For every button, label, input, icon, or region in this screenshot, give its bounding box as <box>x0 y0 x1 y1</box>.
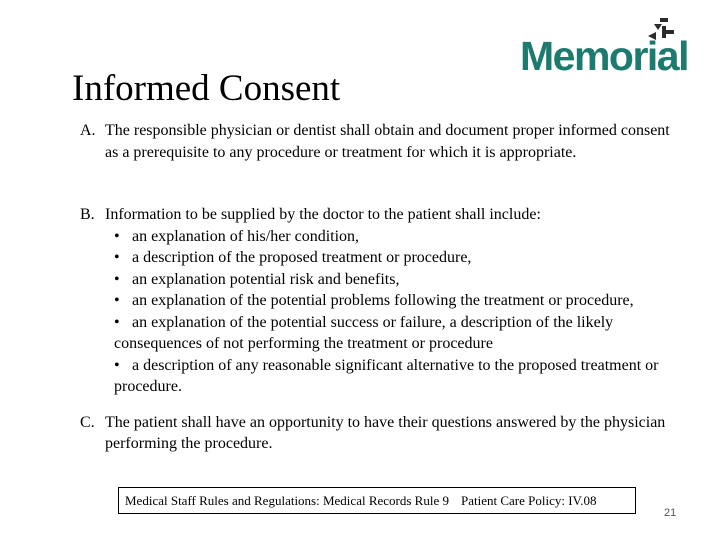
bullet-text: an explanation of the potential success or failure, a description of the likely consequences of not performing the treatment or procedure <box>114 313 614 352</box>
section-b-bullet-list <box>80 226 670 398</box>
bullet-text: an explanation of the potential problems following the treatment or procedure, <box>132 292 634 309</box>
bullet-icon: • <box>114 292 120 309</box>
logo-wordmark: Memorial <box>520 33 688 79</box>
bullet-text: a description of the proposed treatment or procedure, <box>132 249 472 266</box>
section-a-marker: A. <box>80 122 96 139</box>
list-item <box>114 269 670 291</box>
section-b-marker: B. <box>80 206 95 223</box>
section-a <box>80 120 670 190</box>
list-item <box>114 312 670 355</box>
bullet-icon: • <box>114 270 120 288</box>
medical-staff-rules-reference: Medical Staff Rules and Regulations: Medical Records Rule 9 <box>125 493 449 508</box>
list-item <box>114 355 670 398</box>
bullet-text: an explanation of his/her condition, <box>132 227 360 245</box>
section-c-text: The patient shall have an opportunity to have their questions answered by the physician performing the procedure. <box>105 413 666 452</box>
list-item <box>114 290 670 312</box>
slide-body <box>80 120 670 455</box>
list-item <box>114 247 670 269</box>
section-c-marker: C. <box>80 413 95 431</box>
memorial-logo <box>520 14 692 78</box>
section-b-text: Information to be supplied by the doctor to the patient shall include: <box>105 206 541 223</box>
patient-care-policy-reference: Patient Care Policy: IV.08 <box>460 493 597 508</box>
bullet-text: an explanation potential risk and benefits, <box>132 270 400 288</box>
bullet-icon: • <box>114 313 120 331</box>
section-c <box>80 412 670 455</box>
section-b <box>80 204 670 398</box>
bullet-icon: • <box>114 356 120 374</box>
list-item <box>114 226 670 248</box>
policy-reference-box <box>118 487 636 514</box>
page-title: Informed Consent <box>72 68 341 109</box>
bullet-icon: • <box>114 227 120 245</box>
section-a-text: The responsible physician or dentist shall obtain and document proper informed consent as a prerequisite to any procedure or treatment for which it is appropriate. <box>105 122 670 161</box>
page-number: 21 <box>664 507 677 519</box>
bullet-icon: • <box>114 249 120 266</box>
bullet-text: a description of any reasonable significant alternative to the proposed treatment or procedure. <box>114 356 659 395</box>
